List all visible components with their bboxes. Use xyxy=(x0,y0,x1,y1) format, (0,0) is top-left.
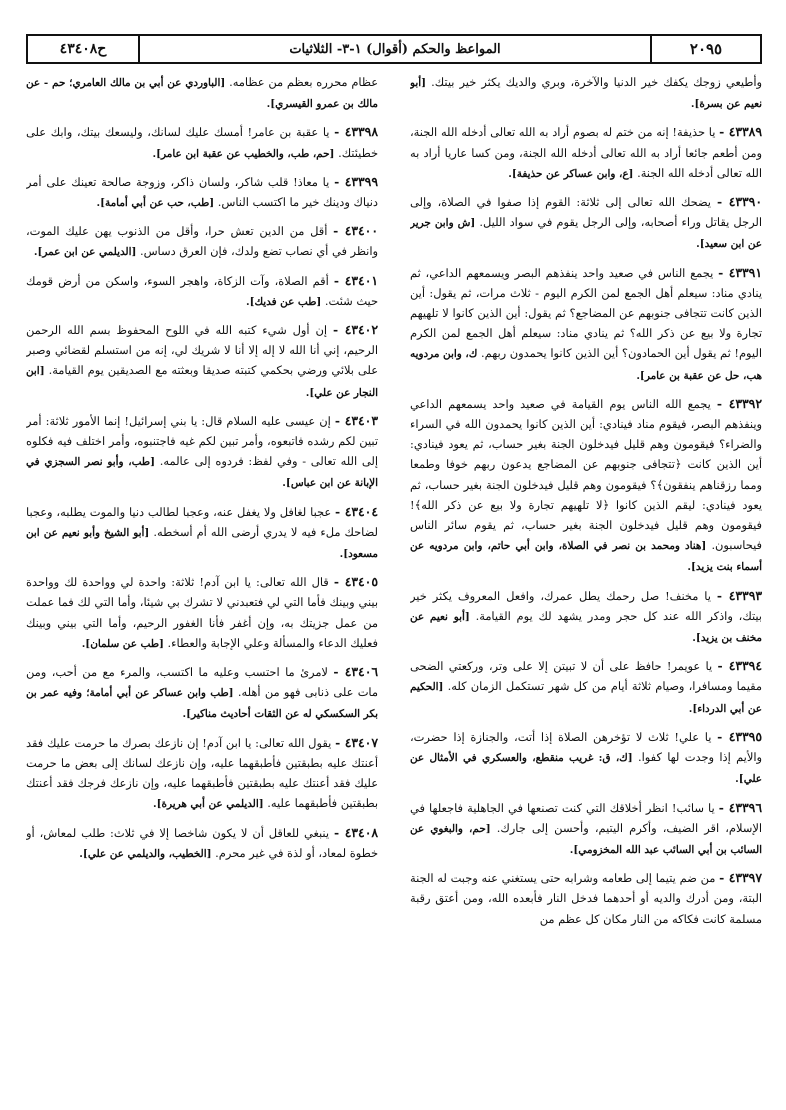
book-page xyxy=(26,34,762,1094)
hadith-source: [حم، والبغوي عن السائب بن أبي السائب عبد الله المخزومي]. xyxy=(410,822,762,856)
hadith-entry xyxy=(26,320,378,403)
hadith-number: ٤٣٣٩٢ - xyxy=(716,395,762,411)
hadith-source: [الديلمي عن أبي هريرة]. xyxy=(153,798,264,811)
hadith-source: [حم، طب، والخطيب عن عقبة ابن عامر]. xyxy=(152,147,335,160)
hadith-text: يا علي! ثلاث لا تؤخرهن الصلاة إذا أتت، والجنازة إذا حضرت، والأيم إذا وجدت لها كفوا. xyxy=(410,729,762,765)
hadith-entry xyxy=(410,122,762,184)
hadith-text: يا معاذ! قلب شاكر، ولسان ذاكر، وزوجة صالحة تعينك على أمر دنياك ودينك خير ما اكتسب الناس. xyxy=(26,174,378,210)
hadith-number: ٤٣٣٨٩ - xyxy=(719,124,762,140)
hadith-text: من ضم يتيما إلى طعامه وشرابه حتى يستغني عنه وجبت له الجنة البتة، ومن أدرك والديه أو أحدهما فدخل النار فأبعده الله، ومن أعتق رقبة مسلمة كانت فكاكه من النار مكان كل عظم من xyxy=(410,871,762,926)
hadith-entry xyxy=(26,271,378,312)
hadith-entry xyxy=(26,502,378,565)
hadith-entry xyxy=(410,72,762,114)
text-columns xyxy=(26,72,762,1092)
hadith-entry xyxy=(26,122,378,163)
hadith-number: ٤٣٣٩٩ - xyxy=(334,173,378,189)
hadith-number: ٤٣٣٩٧ - xyxy=(719,870,762,886)
hadith-text: لامرئ ما احتسب وعليه ما اكتسب، والمرء مع من أحب، ومن مات على ذنابى فهو من أهله. xyxy=(26,665,378,700)
right-column xyxy=(410,72,762,1092)
hadith-number: ٤٣٣٩١ - xyxy=(718,264,762,280)
hadith-number: ٤٣٤٠٢ - xyxy=(332,322,378,338)
hadith-source: ك، وابن مردويه هب، حل عن عقبة بن عامر]. xyxy=(410,348,762,382)
hadith-text: يا عويمر! حافظ على أن لا تبيتن إلا على وتر، وركعتي الضحى مقيما ومسافرا، وصيام ثلاثة أيام من كل شهر تستكمل الزمان كله. xyxy=(410,659,762,694)
running-title: المواعظ والحكم (أقوال) ١-٣- الثلاثيات xyxy=(289,41,501,57)
hadith-text: إن عيسى عليه السلام قال: يا بني إسرائيل! إنما الأمور ثلاثة: أمر تبين لكم رشده فاتبعوه، وأمر تبين لكم غيه فاجتنبوه، وأمر اختلف فيه فكلوه إلى الله تعالى - وفي لفظ: فردوه إلى عالمه. xyxy=(26,413,378,469)
hadith-text: يجمع الله الناس يوم القيامة في صعيد واحد يسمعهم الداعي وينفذهم البصر، فيقوم مناد فينادي: أين الذين كانوا يحمدون الله في السراء والضراء؟ فيقومون وهم قليل فيدخلون الجنة بغير حساب، ثم يعود فينادي: أين الذين كانت ﴿تتجافى جنوبهم عن المضاجع يدعون ربهم خوفا وطمعا ومما رزقناهم ينفقون﴾؟ فيقومون وهم قليل فيدخلون الجنة بغير حساب، ثم يعود فينادي: ليقم الذين كانوا ﴿لا تلهيهم تجارة ولا بيع عن ذكر الله﴾! فيقومون وهم قليل فيدخلون الجنة بغير حساب، ثم يقوم سائر الناس فيحاسبون. xyxy=(410,396,762,553)
hadith-source: [طب عن سلمان]. xyxy=(81,637,164,650)
hadith-entry xyxy=(26,572,378,654)
hadith-entry xyxy=(410,727,762,790)
hadith-text: يجمع الناس في صعيد واحد ينفذهم البصر ويسمعهم الداعي، ثم ينادي مناد: سيعلم أهل الجمع لمن الكرم اليوم - ثلاث مرات، ثم يقول: أين الذين كانت تتجافى جنوبهم عن المضاجع؟ ثم يقول: أين الذين كانوا لا تلهيهم تجارة ولا بيع عن ذكر الله؟ ثم ينادي مناد: سيعلم أهل الجمع لمن الكرم اليوم! ثم يقول أين الحمادون؟ أين الذين كانوا يحمدون ربهم. xyxy=(410,265,762,361)
hadith-source: [ش وابن جرير عن ابن سعيد]. xyxy=(410,217,762,251)
hadith-text: وأطيعي زوجك يكفك خير الدنيا والآخرة، وبري والديك يكثر خير بيتك. xyxy=(431,75,762,89)
hadith-source: [الديلمي عن ابن عمر]. xyxy=(33,246,137,259)
hadith-entry xyxy=(410,192,762,255)
page-header xyxy=(26,34,762,64)
hadith-entry xyxy=(410,798,762,861)
hadith-text: يا مخنف! صل رحمك يطل عمرك، وافعل المعروف يكثر خير بيتك، واذكر الله عند كل حجر ومدر يشهد لك يوم القيامة. xyxy=(410,588,762,623)
hadith-number: ٤٣٤٠١ - xyxy=(333,272,378,288)
hadith-number: ٤٣٣٩٤ - xyxy=(717,658,762,674)
hadith-entry xyxy=(26,411,378,494)
page-number: ٢٠٩٥ xyxy=(650,36,760,62)
hadith-text: يا سائب! انظر أخلاقك التي كنت تصنعها في الجاهلية فاجعلها في الإسلام، اقر الضيف، وأكرم اليتيم، وأحسن إلى جارك. xyxy=(410,800,762,835)
left-column xyxy=(26,72,378,1092)
hadith-number: ٤٣٤٠٠ - xyxy=(333,223,378,239)
hadith-entry xyxy=(410,263,762,386)
hadith-text: يضحك الله تعالى إلى ثلاثة: القوم إذا صفوا في الصلاة، وإلى الرجل يقاتل وراء أصحابه، وإلى الرجل يقوم في سواد الليل. xyxy=(410,195,762,230)
hadith-entry xyxy=(26,662,378,725)
hadith-source: [ك، ق: غريب منقطع، والعسكري في الأمثال عن علي]. xyxy=(410,752,762,786)
hadith-source: [أبو نعيم عن مخنف بن يزيد]. xyxy=(410,610,762,645)
column-gutter xyxy=(378,72,410,1092)
hadith-source: [طب، حب عن أبي أمامة]. xyxy=(96,197,215,210)
hadith-text: يا عقبة بن عامر! أمسك عليك لسانك، وليسعك بيتك، وابك على خطيئتك. xyxy=(26,125,378,160)
hadith-number: ٤٣٤٠٤ - xyxy=(335,503,378,519)
hadith-text: قال الله تعالى: يا ابن آدم! ثلاثة: واحدة لي وواحدة لك وواحدة بيني وبينك فأما التي لي فتعبدني لا تشرك بي شيئا، وأما التي لك فما عملت من عمل جزيتك به، وإن أغفر فأنا الغفور الرحيم، وأما التي بيني وبينك فعليك الدعاء والمسألة وعلي الإجابة والعطاء. xyxy=(26,575,378,650)
hadith-entry xyxy=(26,72,378,114)
hadith-number: ٤٣٤٠٨ - xyxy=(333,824,378,840)
hadith-number: ٤٣٣٩٣ - xyxy=(716,587,762,603)
hadith-text: إن أول شيء كتبه الله في اللوح المحفوظ بسم الله الرحمن الرحيم، إني أنا الله لا إله إلا أنا لا شريك لي، إنه من استسلم لقضائي وصبر على بلائي ورضي بحكمي كتبته صديقا وبعثته مع الصديقين يوم القيامة. xyxy=(26,323,378,378)
hadith-source: [طب، وأبو نصر السجزي في الإبانة عن ابن عباس]. xyxy=(26,456,378,490)
hadith-number: ٤٣٤٠٣ - xyxy=(334,412,378,428)
hadith-source: [ع، وابن عساكر عن حذيفة]. xyxy=(508,167,634,180)
hadith-source: [الحكيم عن أبي الدرداء]. xyxy=(410,681,762,715)
hadith-number: ٤٣٣٩٠ - xyxy=(716,194,762,210)
hadith-number: ٤٣٤٠٥ - xyxy=(333,574,378,590)
hadith-text: يقول الله تعالى: يا ابن آدم! إن نازعك بصرك ما حرمت عليك فقد أعنتك عليه بطبقتين فأطبقهما عليه، وإن نازعك لسانك إلى بعض ما حرمت عليك فقد أعنتك عليه بطبقتين فأطبقهما عليه، وإن نازعك فرجك فقد أعنتك بطبقتين فأطبقهما عليه. xyxy=(26,735,378,811)
hadith-entry xyxy=(410,394,762,578)
hadith-source: [طب عن فديك]. xyxy=(245,295,322,308)
hadith-text: عجبا لغافل ولا يغفل عنه، وعجبا لطالب دنيا والموت يطلبه، وعجبا لضاحك ملء فيه لا يدري أرضى الله أم أسخطه. xyxy=(26,504,378,539)
hadith-text: يا حذيفة! إنه من ختم له بصوم أراد به الله تعالى أدخله الله الجنة، ومن أطعم جائعا أراد به الله تعالى أدخله الله الجنة، ومن كسا عاريا أراد به الله تعالى أدخله الله الجنة. xyxy=(410,125,762,180)
hadith-number: ٤٣٣٩٦ - xyxy=(718,799,762,815)
hadith-text: ينبغي للعاقل أن لا يكون شاخصا إلا في ثلاث: طلب لمعاش، أو خطوة لمعاد، أو لذة في غير محرم. xyxy=(26,825,378,860)
hadith-source: [طب وابن عساكر عن أبي أمامة؛ وفيه عمر بن بكر السكسكي له عن الثقات أحاديث مناكير]. xyxy=(26,687,378,721)
hadith-number: ٤٣٤٠٧ - xyxy=(335,734,378,750)
hadith-number: ٤٣٣٩٨ - xyxy=(334,124,378,140)
hadith-source: [هناد ومحمد بن نصر في الصلاة، وابن أبي حاتم، وابن مردويه عن أسماء بنت يزيد]. xyxy=(410,540,762,574)
hadith-entry xyxy=(26,172,378,213)
hadith-entry xyxy=(410,868,762,929)
hadith-source: [أبو نعيم عن بسرة]. xyxy=(410,77,762,111)
hadith-entry xyxy=(26,221,378,262)
hadith-entry xyxy=(26,823,378,864)
hadith-source: [الباوردي عن أبي بن مالك العامري؛ حم - عن مالك بن عمرو القيسري]. xyxy=(26,77,378,111)
hadith-range: ح٤٣٤٠٨ xyxy=(28,36,140,62)
hadith-text: عظام محرره بعظم من عظامه. xyxy=(229,75,378,89)
hadith-source: [أبو الشيخ وأبو نعيم عن ابن مسعود]. xyxy=(26,526,378,561)
hadith-number: ٤٣٤٠٦ - xyxy=(333,664,378,680)
hadith-entry xyxy=(26,733,378,815)
hadith-entry xyxy=(410,586,762,649)
hadith-source: [ابن النجار عن علي]. xyxy=(26,365,378,399)
hadith-entry xyxy=(410,656,762,719)
hadith-text: أقم الصلاة، وآت الزكاة، واهجر السوء، واسكن من أرض قومك حيث شئت. xyxy=(26,273,378,308)
hadith-number: ٤٣٣٩٥ - xyxy=(717,728,762,744)
hadith-source: [الخطيب، والديلمي عن علي]. xyxy=(79,847,212,860)
hadith-text: أقل من الدين تعش حرا، وأقل من الذنوب يهن عليك الموت، وانظر في أي نصاب تضع ولدك، فإن العرق دساس. xyxy=(26,224,378,259)
